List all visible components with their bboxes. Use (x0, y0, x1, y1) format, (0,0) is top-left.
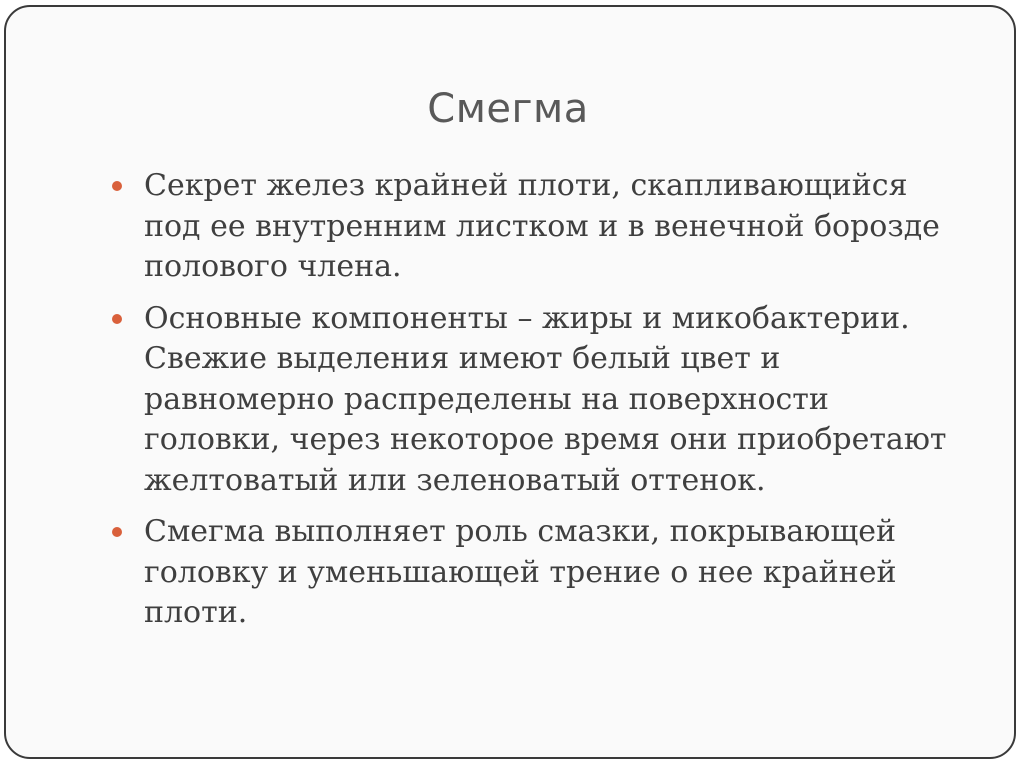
bullet-text: Смегма выполняет роль смазки, покрывающей головку и уменьшающей трение о нее крайней плоти. (144, 514, 897, 630)
bullet-text: Секрет желез крайней плоти, скапливающийся под ее внутренним листком и в венечной борозде полового члена. (144, 168, 940, 284)
bullet-item (110, 512, 960, 634)
bullet-item (110, 166, 960, 288)
bullet-dot-icon (112, 314, 122, 324)
bullet-text: Основные компоненты – жиры и микобактерии. Свежие выделения имеют белый цвет и равномерно распределены на поверхности головки, через некоторое время они приобретают желтоватый или зеленоватый оттенок. (144, 300, 947, 498)
bullet-list (110, 166, 960, 645)
bullet-item (110, 299, 960, 502)
slide-title: Смегма (427, 86, 589, 132)
bullet-dot-icon (112, 527, 122, 537)
bullet-dot-icon (112, 181, 122, 191)
